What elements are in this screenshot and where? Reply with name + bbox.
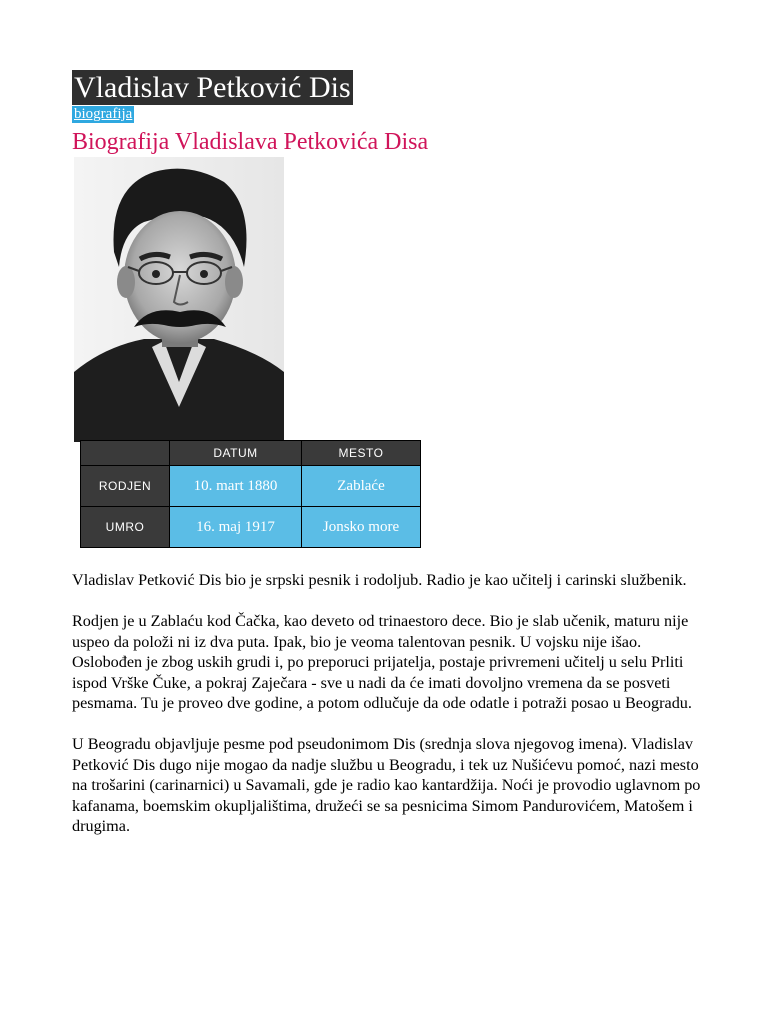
table-row: [81, 466, 421, 507]
column-header-datum: DATUM: [170, 441, 302, 466]
article-subtitle: Biografija Vladislava Petkovića Disa: [72, 129, 429, 155]
table-corner-cell: [81, 441, 170, 466]
facts-table: [80, 440, 421, 548]
birth-date-cell: 10. mart 1880: [170, 466, 302, 507]
death-place-cell: Jonsko more: [302, 507, 421, 548]
biografija-tag-link[interactable]: biografija: [74, 106, 133, 122]
row-label-rodjen: RODJEN: [81, 466, 170, 507]
paragraph-early-life: Rodjen je u Zablaću kod Čačka, kao deveto od trinaestoro dece. Bio je slab učenik, maturu nije uspeo da položi ni iz dva puta. Ipak, bio je veoma talentovan pesnik. U vojsku nije išao. Oslobođen je zbog uskih grudi i, po preporuci prijatelja, postaje privremeni učitelj u selu Prliti ispod Vrške Čuke, a pokraj Zaječara - sve u nadi da će imati dovoljno vremena da se posveti pesmama. Tu je proveo dve godine, a potom odlučuje da ode odatle i potraži posao u Beogradu.: [72, 612, 692, 712]
portrait-photo: [74, 157, 284, 442]
paragraph-intro: Vladislav Petković Dis bio je srpski pesnik i rodoljub. Radio je kao učitelj i carinski službenik.: [72, 571, 687, 589]
row-label-umro: UMRO: [81, 507, 170, 548]
article-body: [72, 570, 702, 857]
death-date-cell: 16. maj 1917: [170, 507, 302, 548]
birth-place-cell: Zablaće: [302, 466, 421, 507]
paragraph-belgrade: U Beogradu objavljuje pesme pod pseudonimom Dis (srednja slova njegovog imena). Vladislav Petković Dis dugo nije mogao da nadje službu u Beogradu, i tek uz Nušićevu pomoć, nazi mesto na trošarini (carinarnici) u Savamali, gde je radio kao kantardžija. Noći je provodio uglavnom po kafanama, boemskim okupljalištima, družeći se sa pesnicima Simom Pandurovićem, Matošem i drugima.: [72, 735, 701, 835]
table-row: [81, 507, 421, 548]
page-title: Vladislav Petković Dis: [74, 71, 351, 104]
column-header-mesto: MESTO: [302, 441, 421, 466]
